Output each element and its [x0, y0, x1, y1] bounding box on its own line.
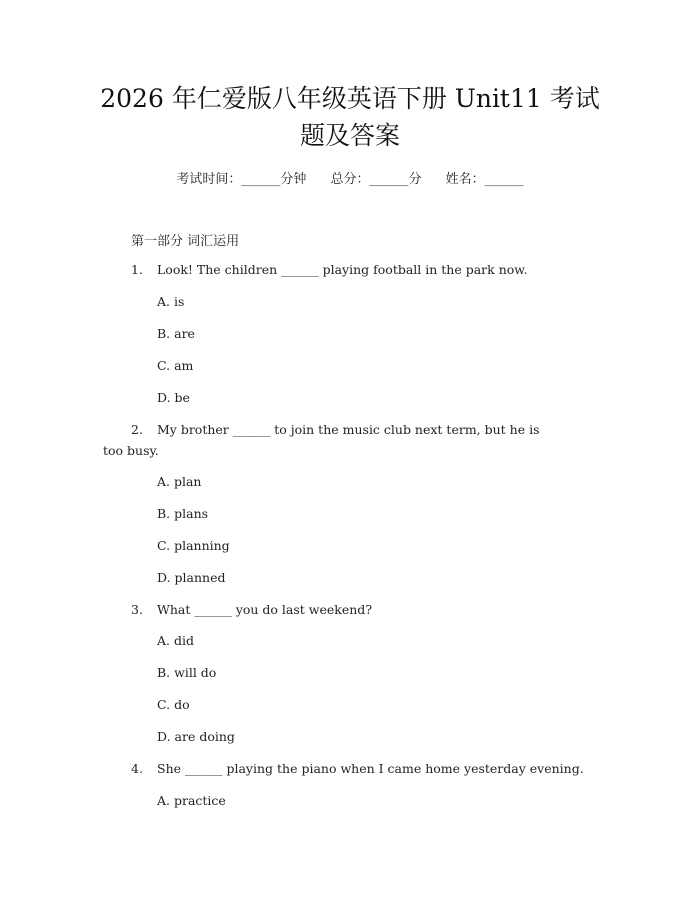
exam-name-field: 姓名：______	[445, 172, 524, 187]
question-1-option-b: B. are	[157, 326, 195, 341]
question-text: My brother ______ to join the music club next term, but he is	[157, 422, 540, 437]
question-number: 2.	[131, 422, 143, 437]
question-4	[131, 761, 584, 776]
question-1-option-d: D. be	[157, 390, 190, 405]
section-heading: 第一部分 词汇运用	[131, 234, 240, 249]
question-2-text-continued: too busy.	[103, 443, 159, 458]
question-4-option-a: A. practice	[157, 793, 226, 808]
question-2-option-d: D. planned	[157, 570, 226, 585]
question-3-option-d: D. are doing	[157, 729, 235, 744]
question-text: She ______ playing the piano when I came home yesterday evening.	[157, 761, 584, 776]
question-3-option-c: C. do	[157, 697, 190, 712]
question-1	[131, 262, 527, 277]
exam-score-field: 总分：______分	[330, 172, 422, 187]
question-3	[131, 602, 372, 617]
exam-meta	[0, 168, 700, 187]
question-number: 1.	[131, 262, 143, 277]
question-text: What ______ you do last weekend?	[157, 602, 373, 617]
exam-title-line2: 题及答案	[299, 121, 400, 150]
question-1-option-a: A. is	[157, 294, 185, 309]
exam-title-line1: 2026 年仁爱版八年级英语下册 Unit11 考试	[100, 84, 600, 113]
exam-time-field: 考试时间：______分钟	[176, 172, 307, 187]
question-number: 4.	[131, 761, 143, 776]
question-2	[131, 422, 540, 437]
question-2-option-a: A. plan	[157, 474, 202, 489]
question-3-option-a: A. did	[157, 633, 194, 648]
question-2-option-c: C. planning	[157, 538, 230, 553]
question-2-option-b: B. plans	[157, 506, 209, 521]
question-3-option-b: B. will do	[157, 665, 217, 680]
question-number: 3.	[131, 602, 143, 617]
question-text: Look! The children ______ playing football in the park now.	[157, 262, 528, 277]
question-1-option-c: C. am	[157, 358, 194, 373]
